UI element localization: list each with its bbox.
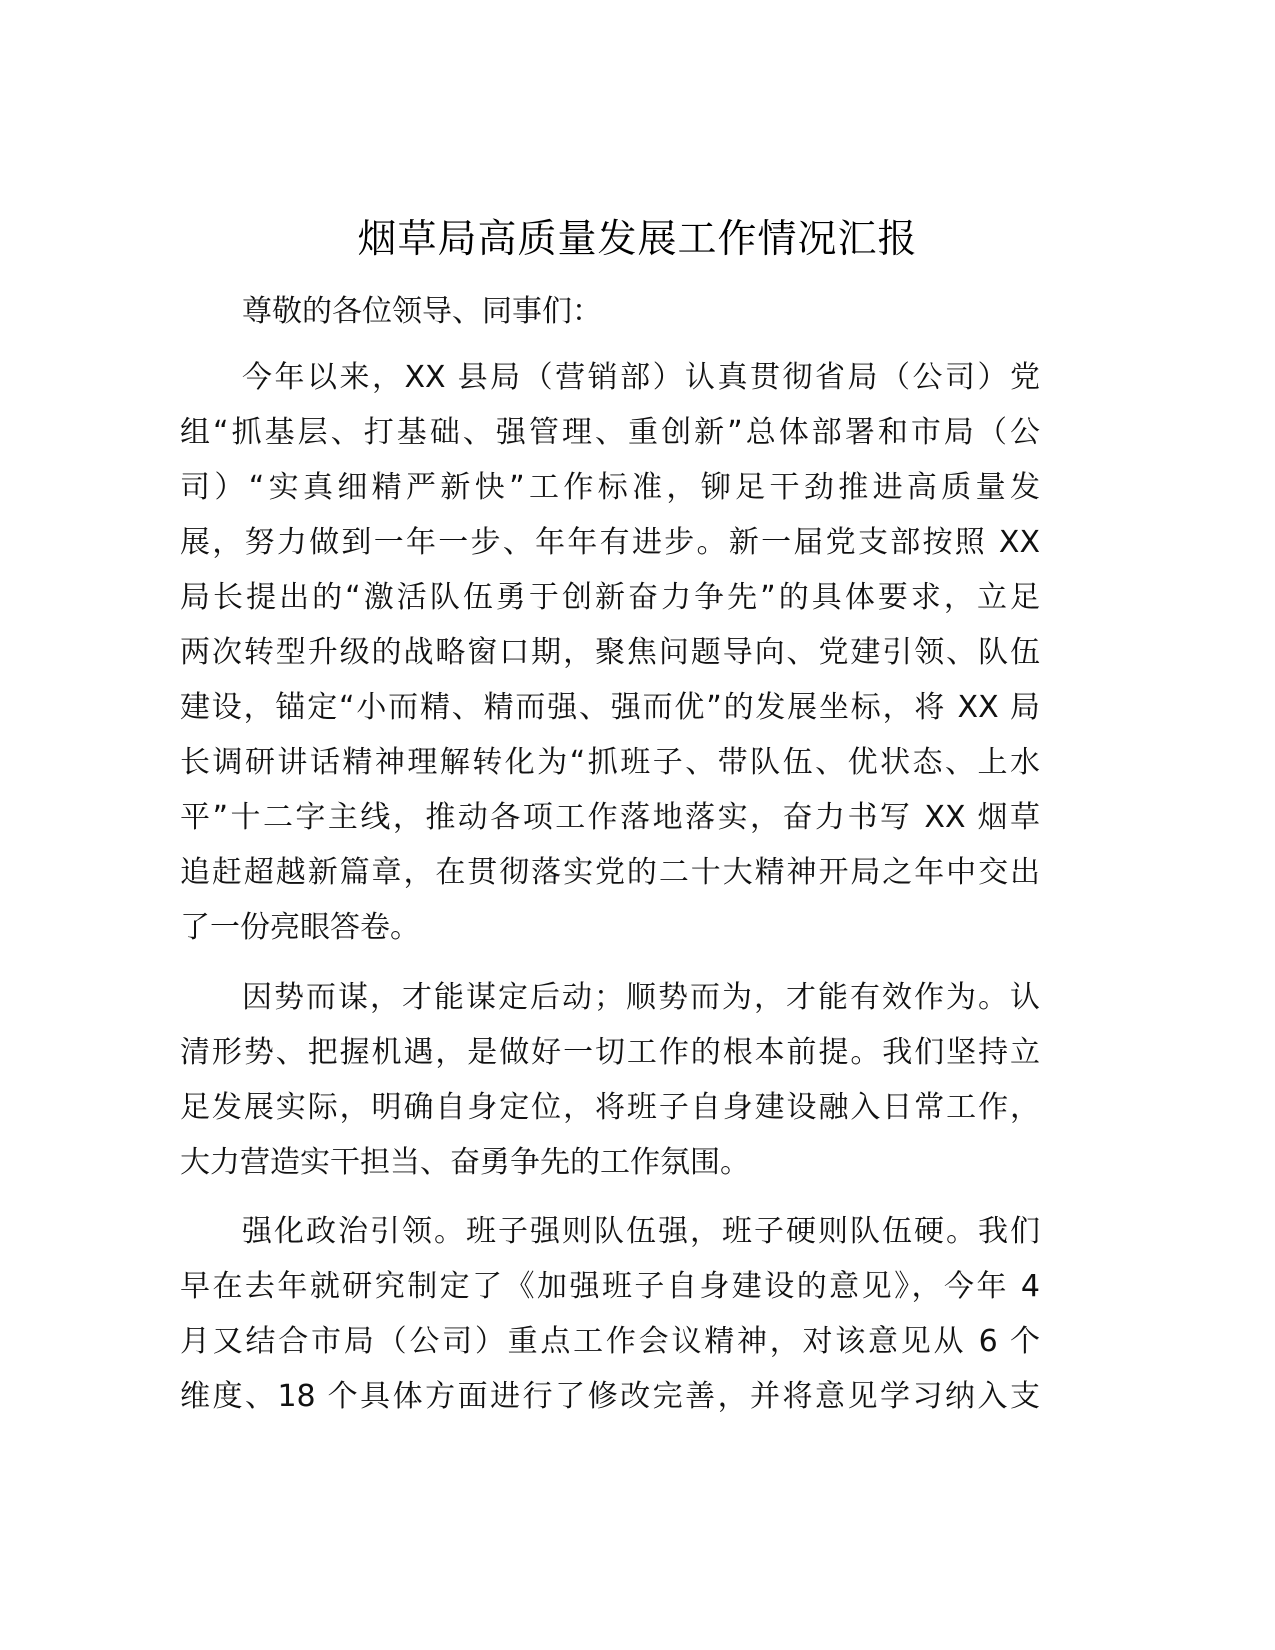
paragraph-line: 了一份亮眼答卷。 [180,910,420,945]
paragraph-line: 展，努力做到一年一步、年年有进步。新一届党支部按照 XX [180,525,1040,560]
paragraph-line: 司）“实真细精严新快”工作标准，铆足干劲推进高质量发 [180,470,1040,505]
paragraph-line: 大力营造实干担当、奋勇争先的工作氛围。 [180,1145,750,1180]
paragraph-line: 长调研讲话精神理解转化为“抓班子、带队伍、优状态、上水 [180,745,1040,780]
paragraph-line: 维度、18 个具体方面进行了修改完善，并将意见学习纳入支 [180,1379,1040,1414]
paragraph-line: 早在去年就研究制定了《加强班子自身建设的意见》，今年 4 [180,1269,1040,1304]
paragraph-line: 清形势、把握机遇，是做好一切工作的根本前提。我们坚持立 [180,1035,1040,1070]
paragraph-line: 足发展实际，明确自身定位，将班子自身建设融入日常工作， [180,1090,1040,1125]
salutation: 尊敬的各位领导、同事们： [242,294,602,329]
paragraph-line: 因势而谋，才能谋定后动；顺势而为，才能有效作为。认 [242,980,1040,1015]
paragraph-line: 建设，锚定“小而精、精而强、强而优”的发展坐标，将 XX 局 [180,690,1040,725]
paragraph-line: 强化政治引领。班子强则队伍强，班子硬则队伍硬。我们 [242,1214,1040,1249]
paragraph-line: 今年以来，XX 县局（营销部）认真贯彻省局（公司）党 [242,360,1040,395]
paragraph-line: 月又结合市局（公司）重点工作会议精神，对该意见从 6 个 [180,1324,1040,1359]
paragraph-line: 局长提出的“激活队伍勇于创新奋力争先”的具体要求，立足 [180,580,1040,615]
document-title: 烟草局高质量发展工作情况汇报 [357,217,918,262]
paragraph-line: 追赶超越新篇章，在贯彻落实党的二十大精神开局之年中交出 [180,855,1040,890]
paragraph-line: 两次转型升级的战略窗口期，聚焦问题导向、党建引领、队伍 [180,635,1040,670]
paragraph-line: 组“抓基层、打基础、强管理、重创新”总体部署和市局（公 [180,415,1040,450]
paragraph-line: 平”十二字主线，推动各项工作落地落实，奋力书写 XX 烟草 [180,800,1040,835]
